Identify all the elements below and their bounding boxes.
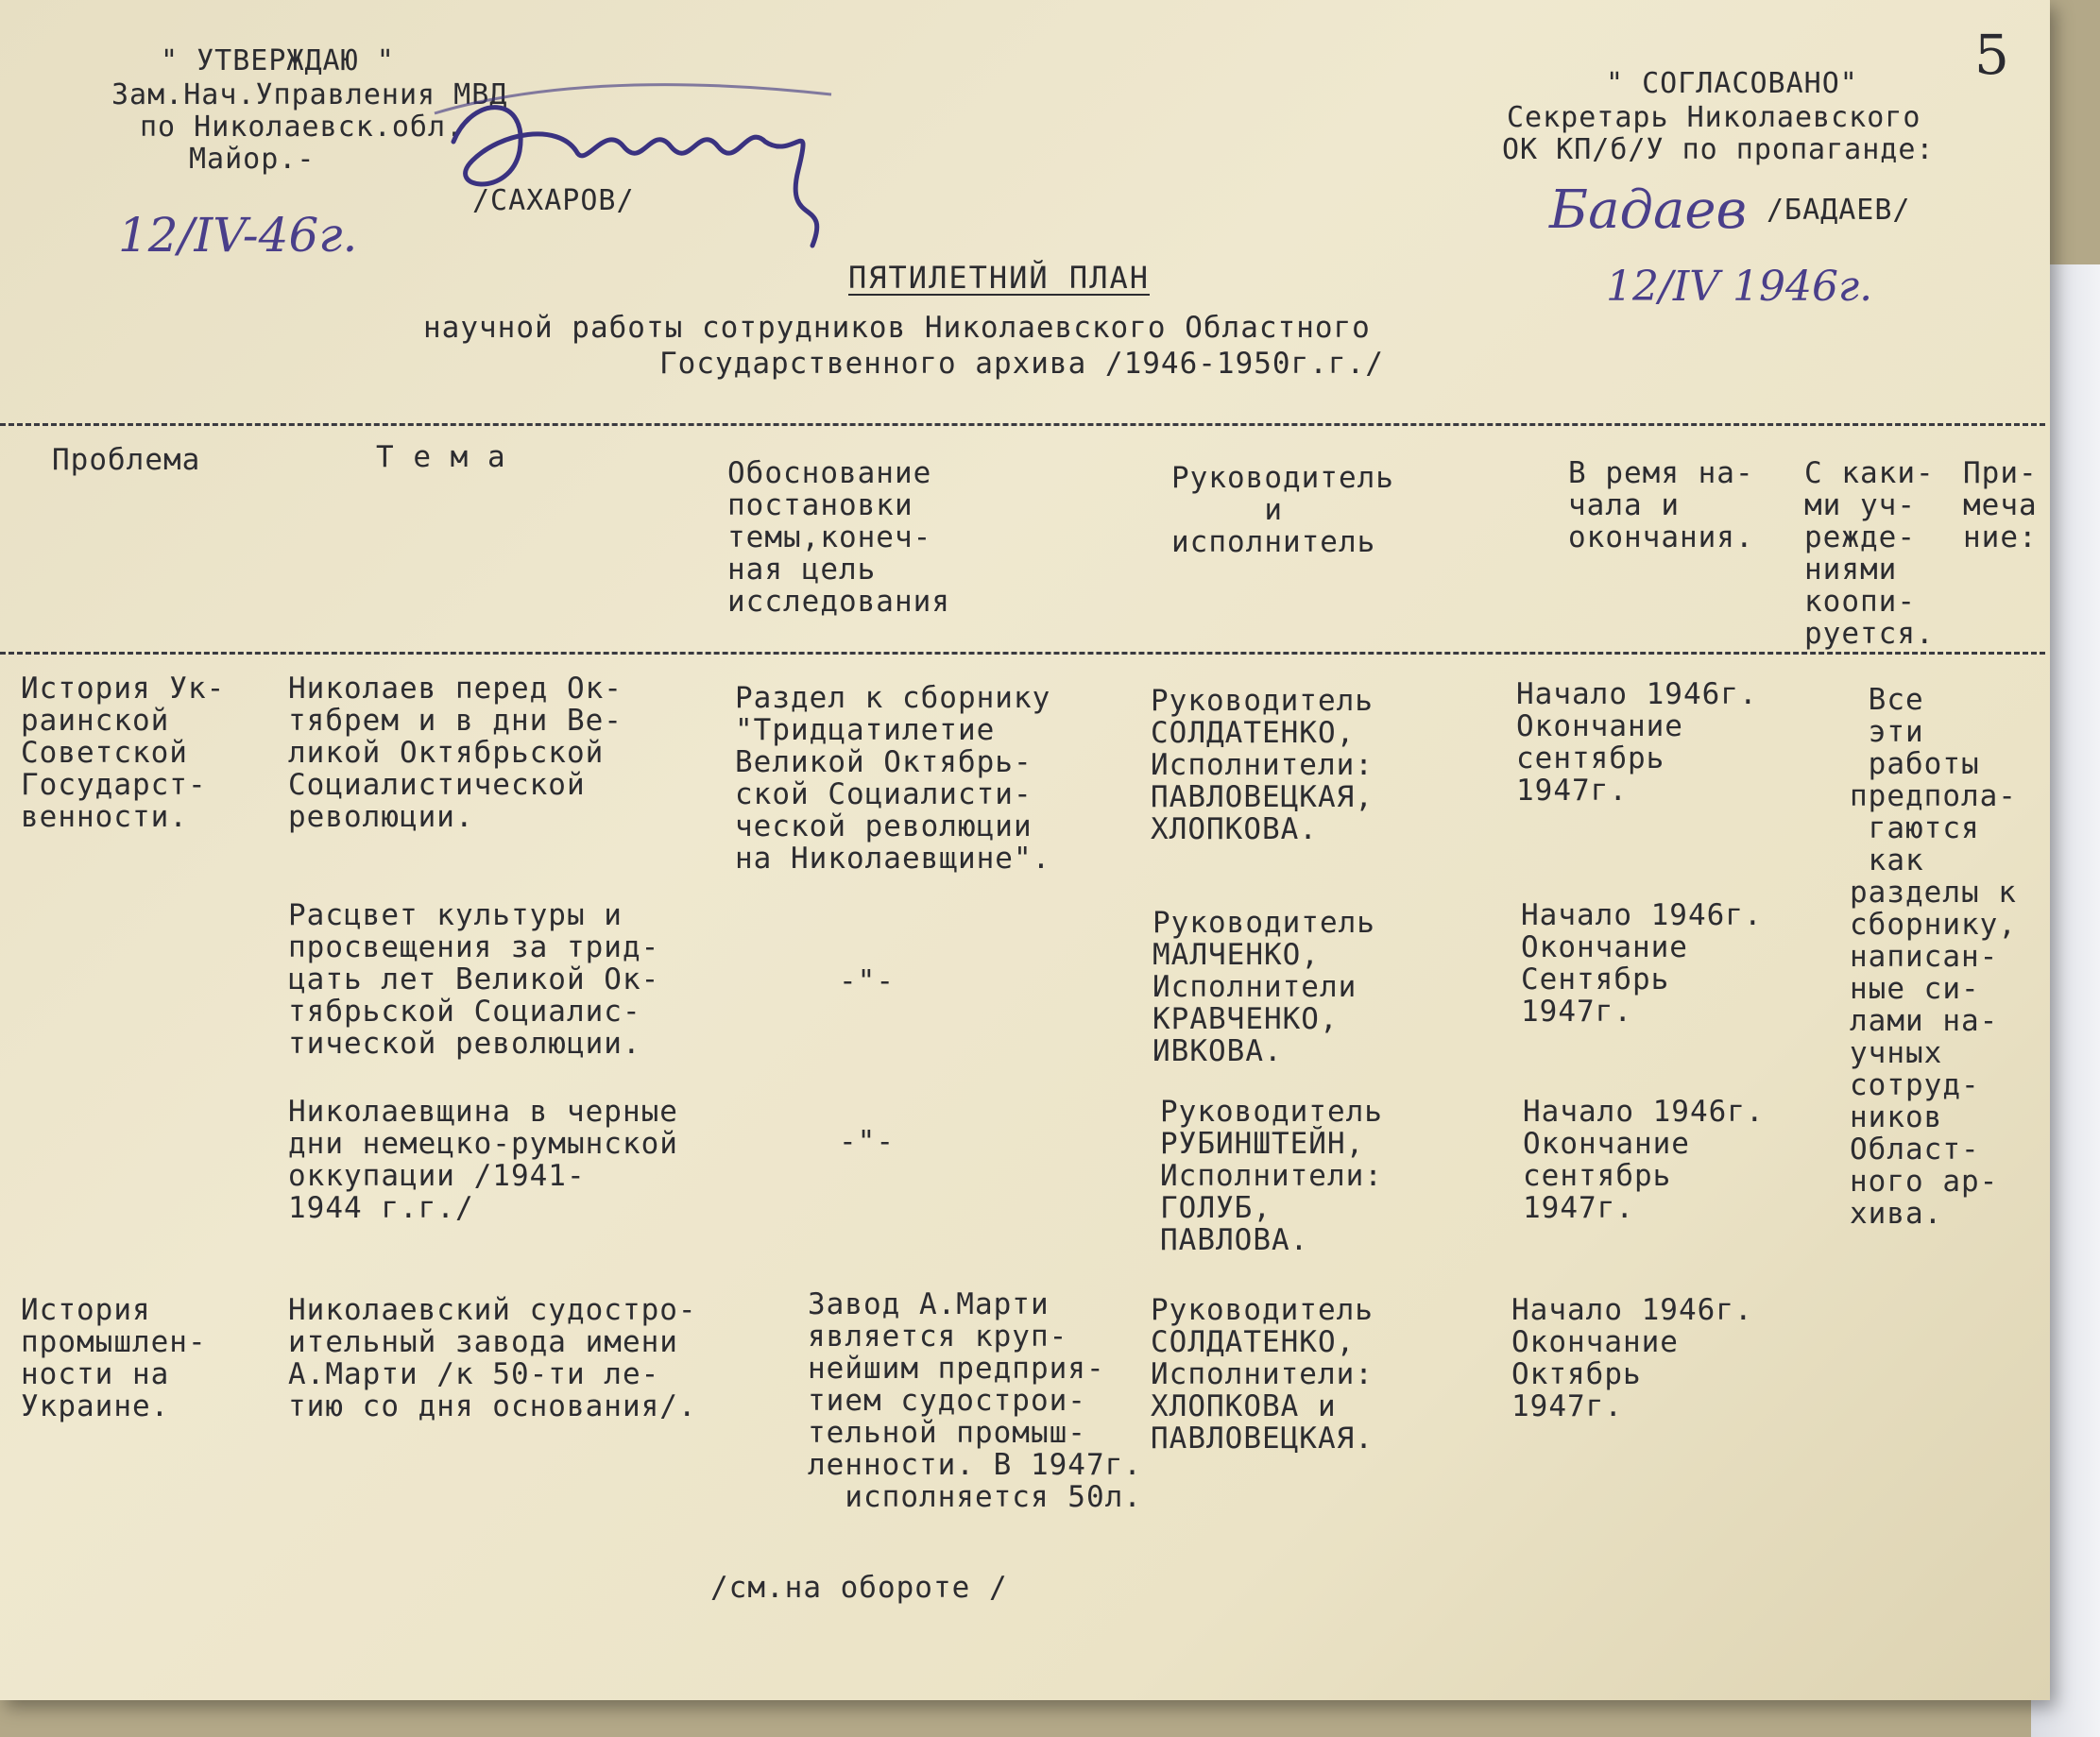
row2-theme: Расцвет культуры и просвещения за трид- цать лет Великой Ок- тябрьской Социалис- тической революции. <box>288 898 660 1061</box>
footer-note: /см.на обороте / <box>710 1571 1008 1605</box>
document-subtitle-1: научной работы сотрудников Николаевского Областного <box>423 311 1371 345</box>
approval-date: 12/IV-46г. <box>118 208 358 263</box>
header-bottom-rule <box>0 652 2045 655</box>
agreement-stamp: " СОГЛАСОВАНО" <box>1606 67 1858 100</box>
header-problem: Проблема <box>52 443 201 477</box>
row1-lead: Руководитель СОЛДАТЕНКО, Исполнители: ПАВЛОВЕЦКАЯ, ХЛОПКОВА. <box>1151 684 1374 846</box>
header-cooperation: С каки- ми уч- режде- ниями коопи- руется. <box>1804 456 1935 651</box>
header-rationale: Обоснование постановки темы,конеч- ная цель исследования <box>727 456 950 619</box>
document-title: ПЯТИЛЕТНИЙ ПЛАН <box>848 260 1150 296</box>
row2-lead: Руководитель МАЛЧЕНКО, Исполнители КРАВЧЕНКО, ИВКОВА. <box>1152 906 1375 1068</box>
document-subtitle-2: Государственного архива /1946-1950г.г./ <box>659 347 1384 381</box>
row3-theme: Николаевщина в черные дни немецко-румынской оккупации /1941- 1944 г.г./ <box>288 1095 678 1225</box>
header-lead: Руководитель и исполнитель <box>1171 461 1394 559</box>
row1-rationale: Раздел к сборнику "Тридцатилетие Великой Октябрь- ской Социалисти- ческой революции на Николаевщине". <box>735 681 1051 876</box>
approval-stamp: " УТВЕРЖДАЮ " <box>161 44 395 77</box>
row1-time: Начало 1946г. Окончание сентябрь 1947г. <box>1516 677 1758 808</box>
row2-time: Начало 1946г. Окончание Сентябрь 1947г. <box>1521 898 1763 1029</box>
agreement-name: /БАДАЕВ/ <box>1767 194 1911 227</box>
header-top-rule <box>0 423 2045 426</box>
approval-line3: Майор.- <box>189 143 316 176</box>
row1-theme: Николаев перед Ок- тябрем и в дни Ве- ликой Октябрьской Социалистической революции. <box>288 672 623 834</box>
row4-lead: Руководитель СОЛДАТЕНКО, Исполнители: ХЛОПКОВА и ПАВЛОВЕЦКАЯ. <box>1151 1293 1374 1456</box>
row3-rationale: -"- <box>839 1125 895 1159</box>
agreement-line2: ОК КП/б/У по пропаганде: <box>1502 133 1935 166</box>
row4-problem: История промышлен- ности на Украине. <box>21 1293 207 1423</box>
row3-time: Начало 1946г. Окончание сентябрь 1947г. <box>1523 1095 1765 1225</box>
agreement-line1: Секретарь Николаевского <box>1507 101 1921 134</box>
agreement-signature: Бадаев <box>1549 179 1748 241</box>
agreement-date: 12/IV 1946г. <box>1606 263 1873 311</box>
row1-problem: История Ук- раинской Советской Государст- венности. <box>21 672 226 834</box>
row4-theme: Николаевский судостро- ительный завода имени А.Марти /к 50-ти ле- тию со дня основания/. <box>288 1293 697 1423</box>
approval-signature <box>416 57 860 255</box>
header-theme: Т е м а <box>376 440 506 474</box>
notes-text: Все эти работы предпола- гаются как разделы к сборнику, написан- ные си- лами на- учных сотруд- ников Област- ного ар- хива. <box>1850 683 2017 1231</box>
header-time: В ремя на- чала и окончания. <box>1568 456 1754 554</box>
row3-lead: Руководитель РУБИНШТЕЙН, Исполнители: ГОЛУБ, ПАВЛОВА. <box>1160 1095 1383 1257</box>
approval-name: /САХАРОВ/ <box>472 184 635 217</box>
page-number: 5 <box>1974 23 2009 87</box>
row2-rationale: -"- <box>839 964 895 998</box>
approval-line1: Зам.Нач.Управления МВД <box>111 78 508 111</box>
approval-line2: по Николаевск.обл. <box>140 111 465 144</box>
row4-rationale: Завод А.Марти является круп- нейшим предприя- тием судострои- тельной промыш- ленности. В 1947г. исполняется 50л. <box>808 1287 1142 1514</box>
row4-time: Начало 1946г. Окончание Октябрь 1947г. <box>1511 1293 1753 1423</box>
header-note: При- меча ние: <box>1963 456 2038 554</box>
